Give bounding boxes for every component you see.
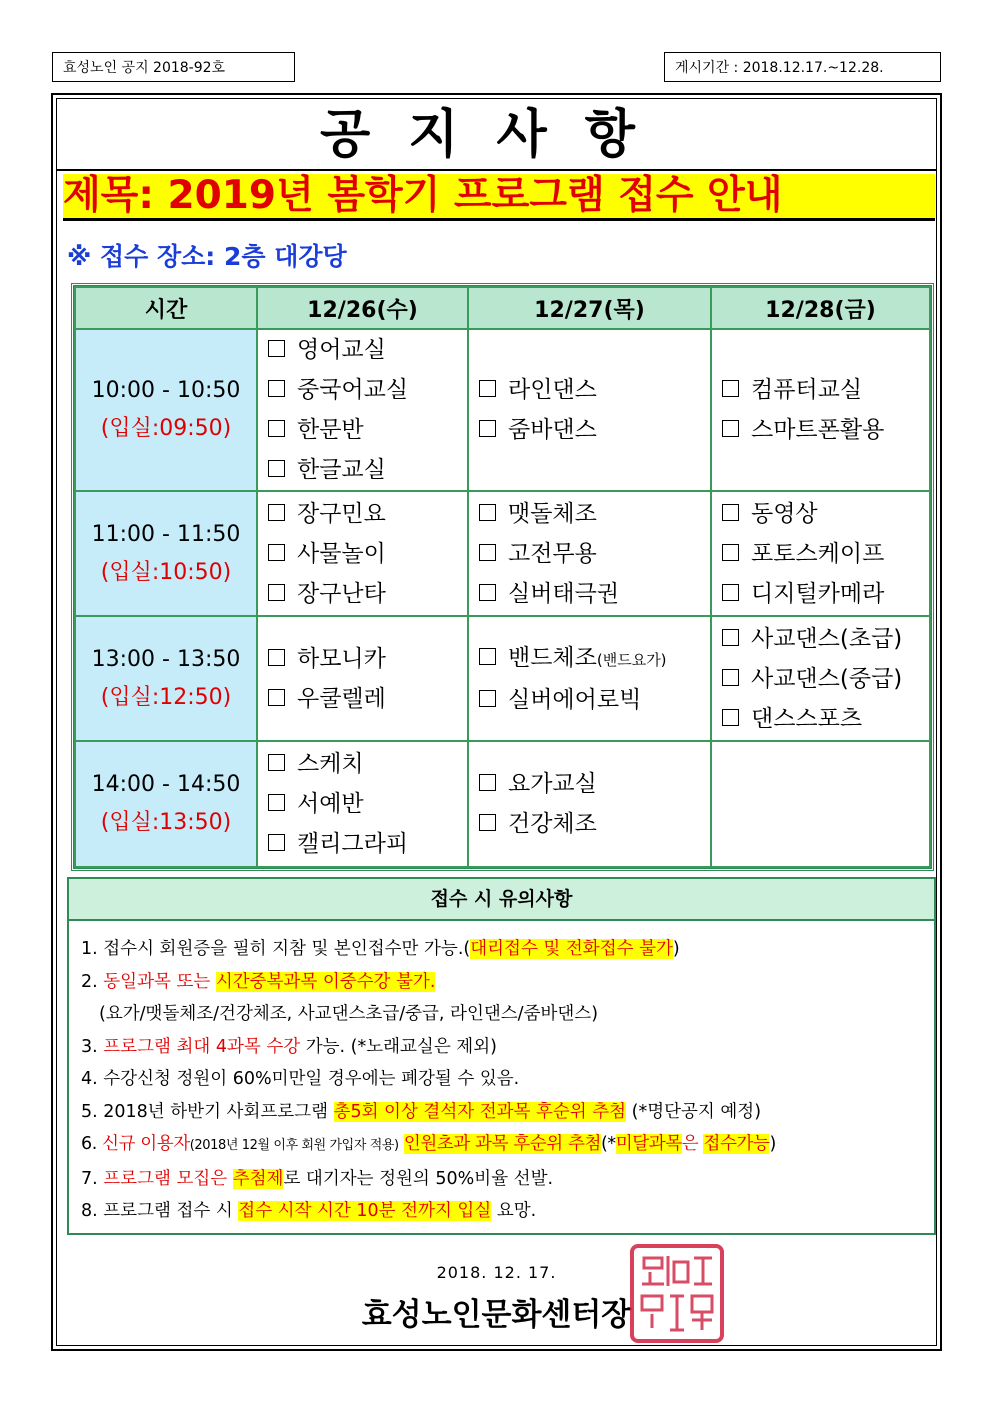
notice-frame: [51, 93, 942, 1351]
program-cell: [711, 616, 930, 741]
program-note: (밴드요가): [596, 650, 667, 669]
checkbox-icon: [268, 584, 285, 601]
table-row: [75, 491, 930, 616]
time-slot: [75, 616, 257, 741]
program-cell: [711, 329, 930, 491]
caution-title: 접수 시 유의사항: [69, 879, 934, 921]
program-item: 사교댄스(초급): [722, 619, 929, 659]
center-director: 효성노인문화센터장: [361, 1297, 632, 1333]
checkbox-icon: [268, 420, 285, 437]
program-item: 댄스스포츠: [722, 699, 929, 739]
caution-item: 7. 프로그램 모집은 추첨제로 대기자는 정원의 50%비율 선발.: [81, 1168, 554, 1189]
program-item: 건강체조: [479, 804, 710, 844]
program-item: 컴퓨터교실: [722, 370, 929, 410]
checkbox-icon: [268, 689, 285, 706]
entry-time: (입실:10:50): [100, 559, 232, 585]
checkbox-icon: [722, 709, 739, 726]
program-cell: [257, 329, 468, 491]
table-row: [75, 329, 930, 491]
entry-time: (입실:12:50): [100, 684, 232, 710]
caution-item: 2. 동일과목 또는 시간중복과목 이중수강 불가.: [81, 971, 436, 992]
checkbox-icon: [722, 669, 739, 686]
posting-period: 게시기간 : 2018.12.17.~12.28.: [664, 52, 941, 82]
time-range: 10:00 - 10:50: [91, 378, 241, 403]
program-item: 장구난타: [268, 574, 467, 614]
program-item: 동영상: [722, 494, 929, 534]
program-item: 중국어교실: [268, 370, 467, 410]
notice-number: 효성노인 공지 2018-92호: [52, 52, 295, 82]
program-item: 영어교실: [268, 330, 467, 370]
program-item: 사물놀이: [268, 534, 467, 574]
caution-item: 1. 접수시 회원증을 필히 지참 및 본인접수만 가능.(대리접수 및 전화접수 불가): [81, 939, 680, 959]
checkbox-icon: [479, 420, 496, 437]
time-range: 11:00 - 11:50: [91, 521, 241, 547]
checkbox-icon: [479, 544, 496, 561]
checkbox-icon: [268, 380, 285, 397]
program-item: 줌바댄스: [479, 410, 710, 450]
program-cell: [257, 741, 468, 867]
table-row: [75, 741, 930, 867]
program-item: 우쿨렐레: [268, 679, 467, 719]
checkbox-icon: [479, 814, 496, 831]
caution-item: 8. 프로그램 접수 시 접수 시작 시간 10분 전까지 입실 요망.: [81, 1201, 537, 1221]
caution-item: 6. 신규 이용자(2018년 12월 이후 회원 가입자 적용) 인원초과 과목 후순위 추첨(*미달과목은 접수가능): [81, 1134, 776, 1154]
checkbox-icon: [479, 774, 496, 791]
program-item: 디지털카메라: [722, 574, 929, 614]
checkbox-icon: [268, 649, 285, 666]
checkbox-icon: [268, 460, 285, 477]
program-cell-empty: [711, 741, 930, 867]
checkbox-icon: [268, 504, 285, 521]
program-item: 맷돌체조: [479, 494, 710, 534]
caution-item: 5. 2018년 하반기 사회프로그램 총5회 이상 결석자 전과목 후순위 추첨 (*명단공지 예정): [81, 1101, 762, 1122]
program-cell: [711, 491, 930, 616]
checkbox-icon: [722, 380, 739, 397]
checkbox-icon: [479, 380, 496, 397]
caution-box: [67, 877, 936, 1235]
page-title: 공지사항: [57, 99, 936, 171]
checkbox-icon: [722, 504, 739, 521]
checkbox-icon: [722, 420, 739, 437]
program-item: 실버에어로빅: [479, 680, 710, 720]
caution-item: 4. 수강신청 정원이 60%미만일 경우에는 폐강될 수 있음.: [81, 1069, 520, 1089]
time-slot: [75, 329, 257, 491]
registration-place: ※ 접수 장소: 2층 대강당: [67, 242, 347, 271]
program-item: 캘리그라피: [268, 824, 467, 864]
program-item: 사교댄스(중급): [722, 659, 929, 699]
program-cell: [468, 491, 711, 616]
official-seal-icon: [628, 1242, 726, 1345]
caution-item: 3. 프로그램 최대 4과목 수강 가능. (*노래교실은 제외): [81, 1036, 497, 1057]
checkbox-icon: [268, 340, 285, 357]
caution-list: [69, 921, 934, 1228]
program-cell: [468, 616, 711, 741]
header-time: 시간: [75, 287, 257, 329]
checkbox-icon: [268, 754, 285, 771]
program-cell: [468, 329, 711, 491]
notice-subject: 제목: 2019년 봄학기 프로그램 접수 안내: [63, 174, 935, 221]
entry-time: (입실:13:50): [100, 810, 232, 835]
header-day-1: 12/26(수): [257, 287, 468, 329]
program-item: 서예반: [268, 784, 467, 824]
program-cell: [257, 616, 468, 741]
program-item: 스케치: [268, 744, 467, 784]
caution-item: (요가/맷돌체조/건강체조, 사교댄스초급/중급, 라인댄스/줌바댄스): [99, 1004, 599, 1024]
time-range: 13:00 - 13:50: [91, 646, 241, 672]
table-header-row: [75, 287, 930, 329]
checkbox-icon: [479, 690, 496, 707]
header-day-2: 12/27(목): [468, 287, 711, 329]
time-slot: [75, 741, 257, 867]
checkbox-icon: [722, 629, 739, 646]
program-item: 고전무용: [479, 534, 710, 574]
time-slot: [75, 491, 257, 616]
program-item: 밴드체조(밴드요가): [479, 638, 710, 680]
program-item: 하모니카: [268, 639, 467, 679]
program-item: 요가교실: [479, 764, 710, 804]
checkbox-icon: [479, 584, 496, 601]
program-item: 한문반: [268, 410, 467, 450]
table-row: [75, 616, 930, 741]
checkbox-icon: [722, 544, 739, 561]
checkbox-icon: [268, 794, 285, 811]
notice-date: 2018. 12. 17.: [436, 1263, 557, 1282]
time-range: 14:00 - 14:50: [91, 772, 241, 797]
header-day-3: 12/28(금): [711, 287, 930, 329]
checkbox-icon: [722, 584, 739, 601]
checkbox-icon: [479, 648, 496, 665]
program-item: 실버태극권: [479, 574, 710, 614]
program-item: 장구민요: [268, 494, 467, 534]
program-cell: [257, 491, 468, 616]
program-item: 라인댄스: [479, 370, 710, 410]
schedule-table: [71, 283, 934, 871]
entry-time: (입실:09:50): [100, 416, 232, 441]
program-cell: [468, 741, 711, 867]
checkbox-icon: [268, 544, 285, 561]
program-item: 한글교실: [268, 450, 467, 490]
notice-inner-frame: [56, 98, 937, 1346]
checkbox-icon: [479, 504, 496, 521]
program-item: 스마트폰활용: [722, 410, 929, 450]
checkbox-icon: [268, 834, 285, 851]
program-item: 포토스케이프: [722, 534, 929, 574]
